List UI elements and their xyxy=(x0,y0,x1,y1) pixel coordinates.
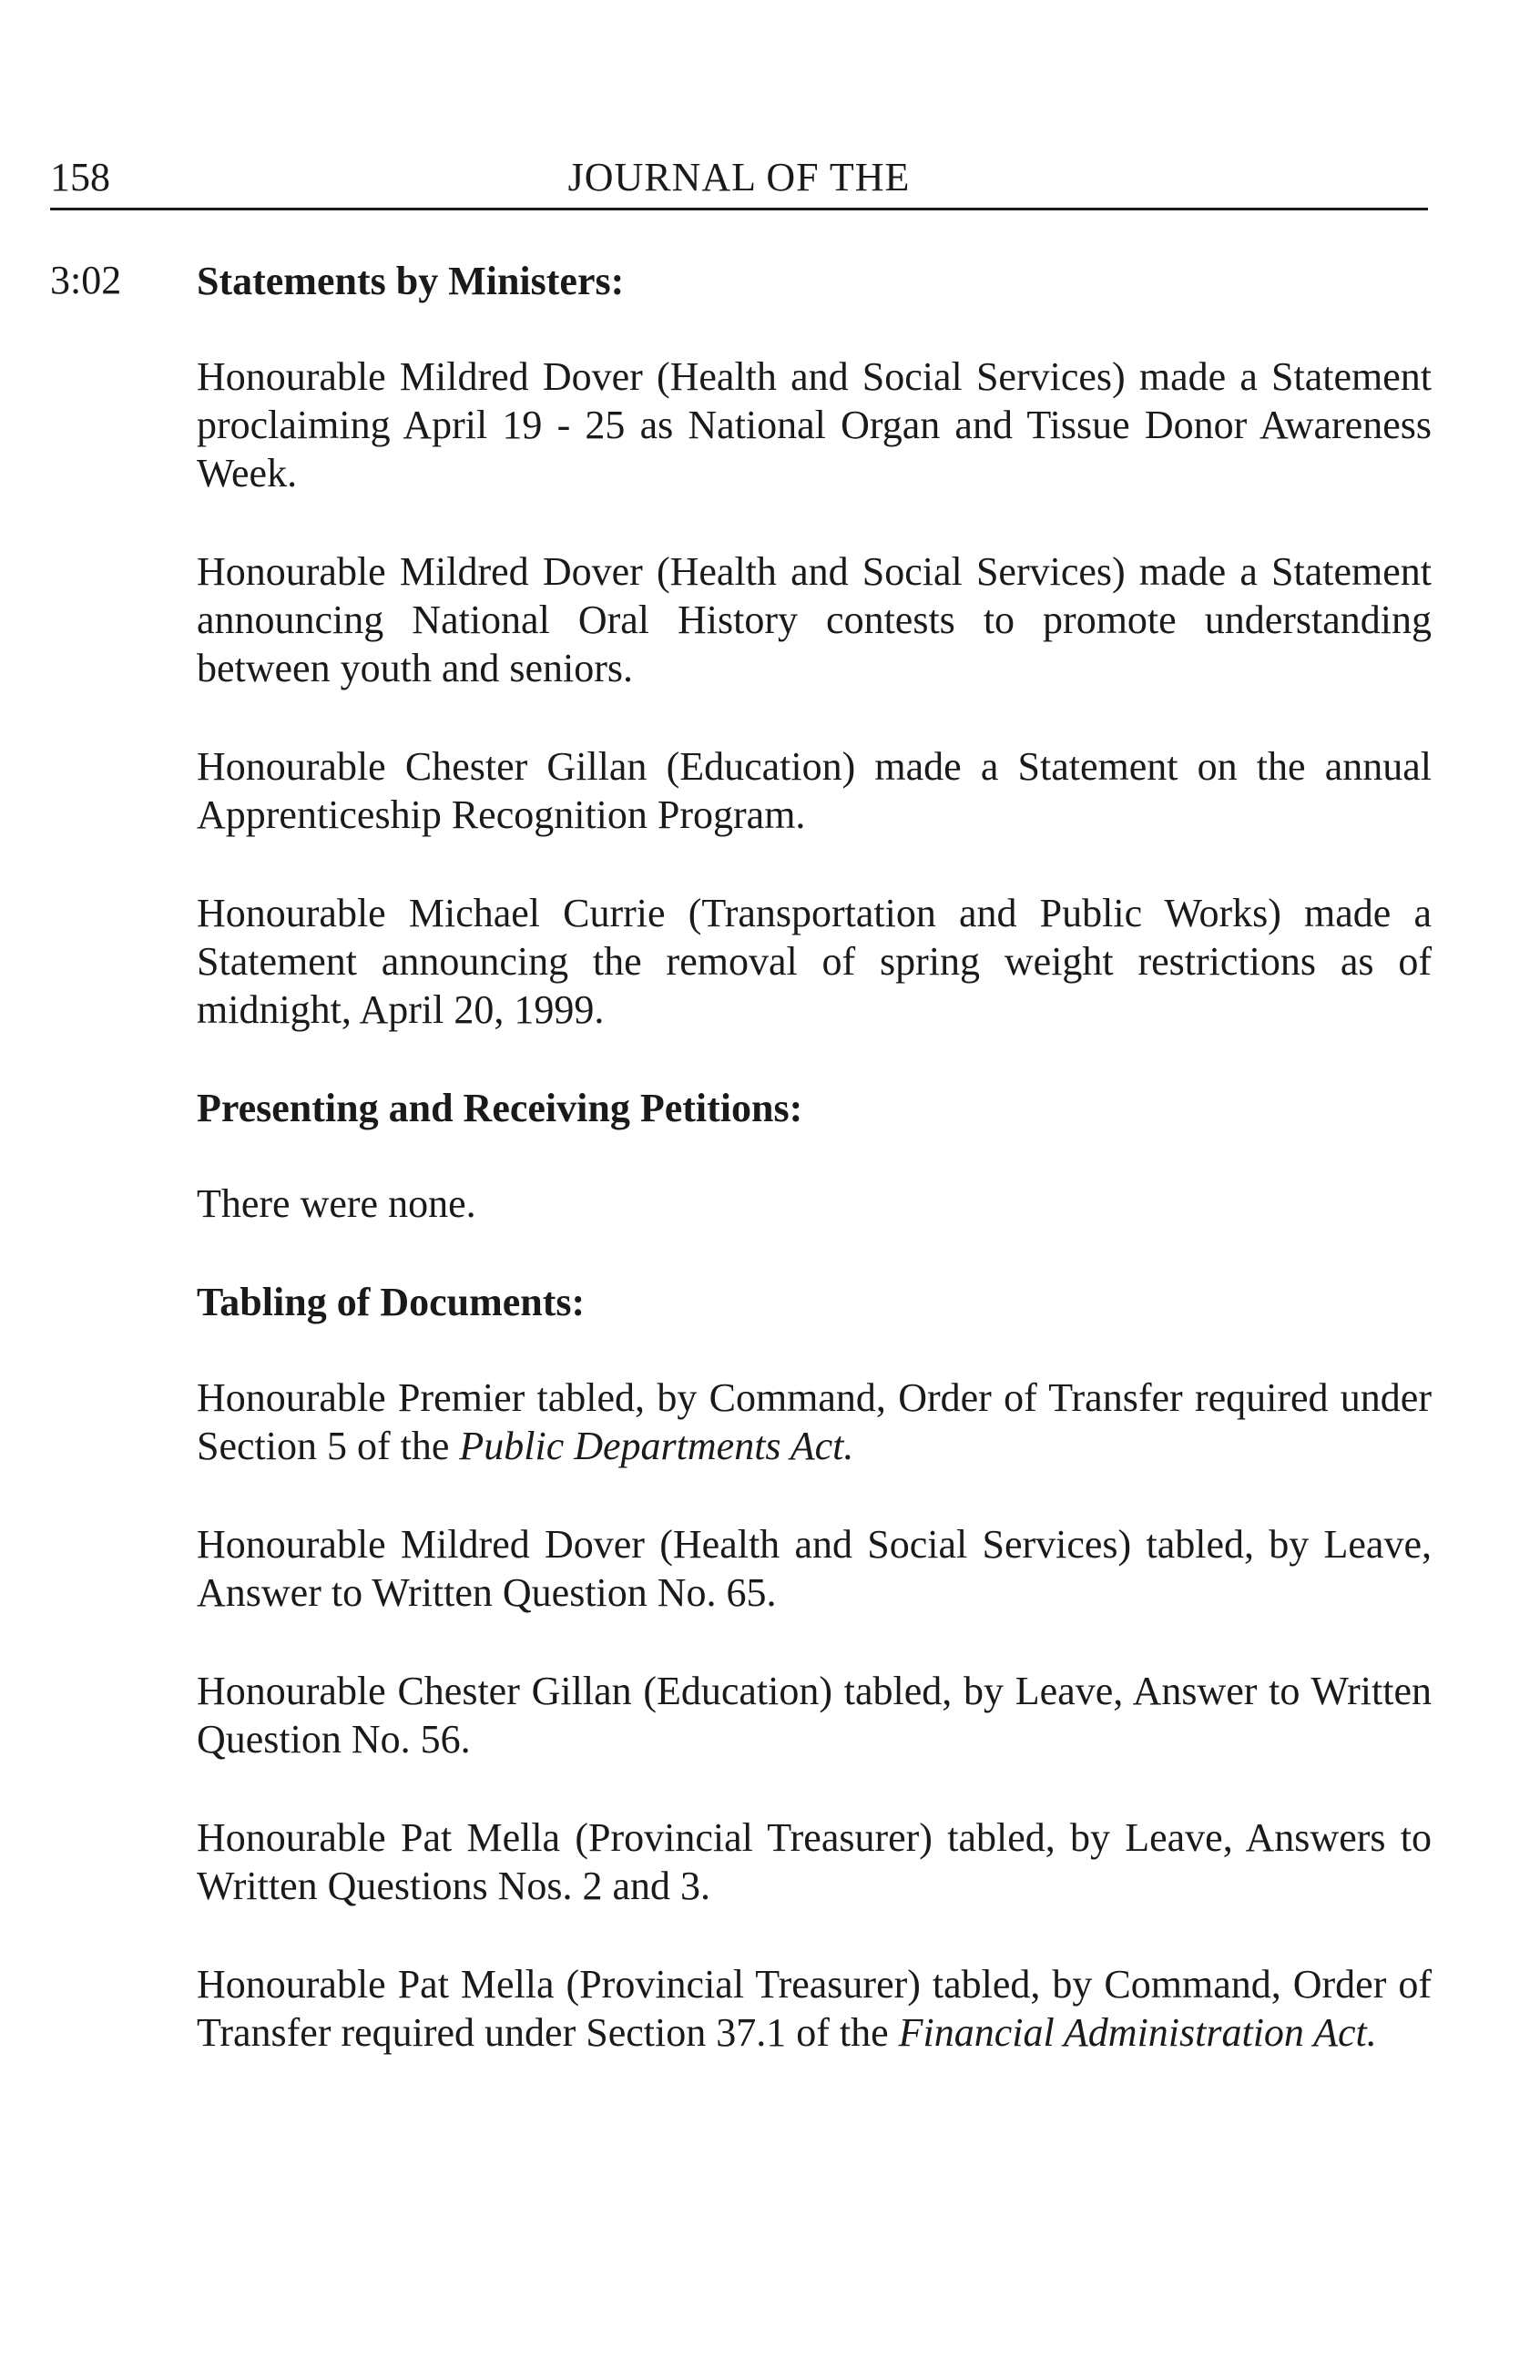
page-number: 158 xyxy=(50,155,110,199)
section-heading-tabling: Tabling of Documents: xyxy=(197,1280,586,1324)
statement-paragraph: Honourable Mildred Dover (Health and Social Services) made a Statement proclaiming April 19 - 25 as National Organ and Tissue Donor Awareness Week. xyxy=(197,354,1432,495)
journal-body xyxy=(197,257,1432,2057)
statement-paragraph: Honourable Chester Gillan (Education) made a Statement on the annual Apprenticeship Recognition Program. xyxy=(197,744,1432,837)
section-heading-petitions: Presenting and Receiving Petitions: xyxy=(197,1086,803,1130)
petitions-paragraph: There were none. xyxy=(197,1181,476,1226)
page-header xyxy=(50,153,1428,210)
tabling-paragraph: Honourable Pat Mella (Provincial Treasurer) tabled, by Leave, Answers to Written Questions Nos. 2 and 3. xyxy=(197,1815,1432,1908)
tabling-text: Honourable Pat Mella (Provincial Treasurer) tabled, by Command, Order of Transfer required under Section 37.1 of the xyxy=(197,1962,1432,2055)
statement-paragraph: Honourable Michael Currie (Transportation and Public Works) made a Statement announcing the removal of spring weight restrictions as of midnight, April 20, 1999. xyxy=(197,891,1432,1032)
tabling-paragraph xyxy=(197,1960,1432,2057)
running-title: JOURNAL OF THE xyxy=(567,155,911,199)
act-title: Financial Administration Act. xyxy=(898,2010,1377,2055)
tabling-paragraph: Honourable Chester Gillan (Education) tabled, by Leave, Answer to Written Question No. 56. xyxy=(197,1669,1432,1762)
tabling-paragraph: Honourable Mildred Dover (Health and Social Services) tabled, by Leave, Answer to Written Question No. 65. xyxy=(197,1522,1432,1615)
statement-paragraph: Honourable Mildred Dover (Health and Social Services) made a Statement announcing National Oral History contests to promote understanding between youth and seniors. xyxy=(197,549,1432,690)
tabling-paragraph xyxy=(197,1374,1432,1470)
time-stamp: 3:02 xyxy=(50,258,122,302)
tabling-text: Honourable Premier tabled, by Command, Order of Transfer required under Section 5 of the xyxy=(197,1375,1432,1468)
act-title: Public Departments Act. xyxy=(459,1424,854,1468)
section-heading-statements: Statements by Ministers: xyxy=(197,259,625,303)
